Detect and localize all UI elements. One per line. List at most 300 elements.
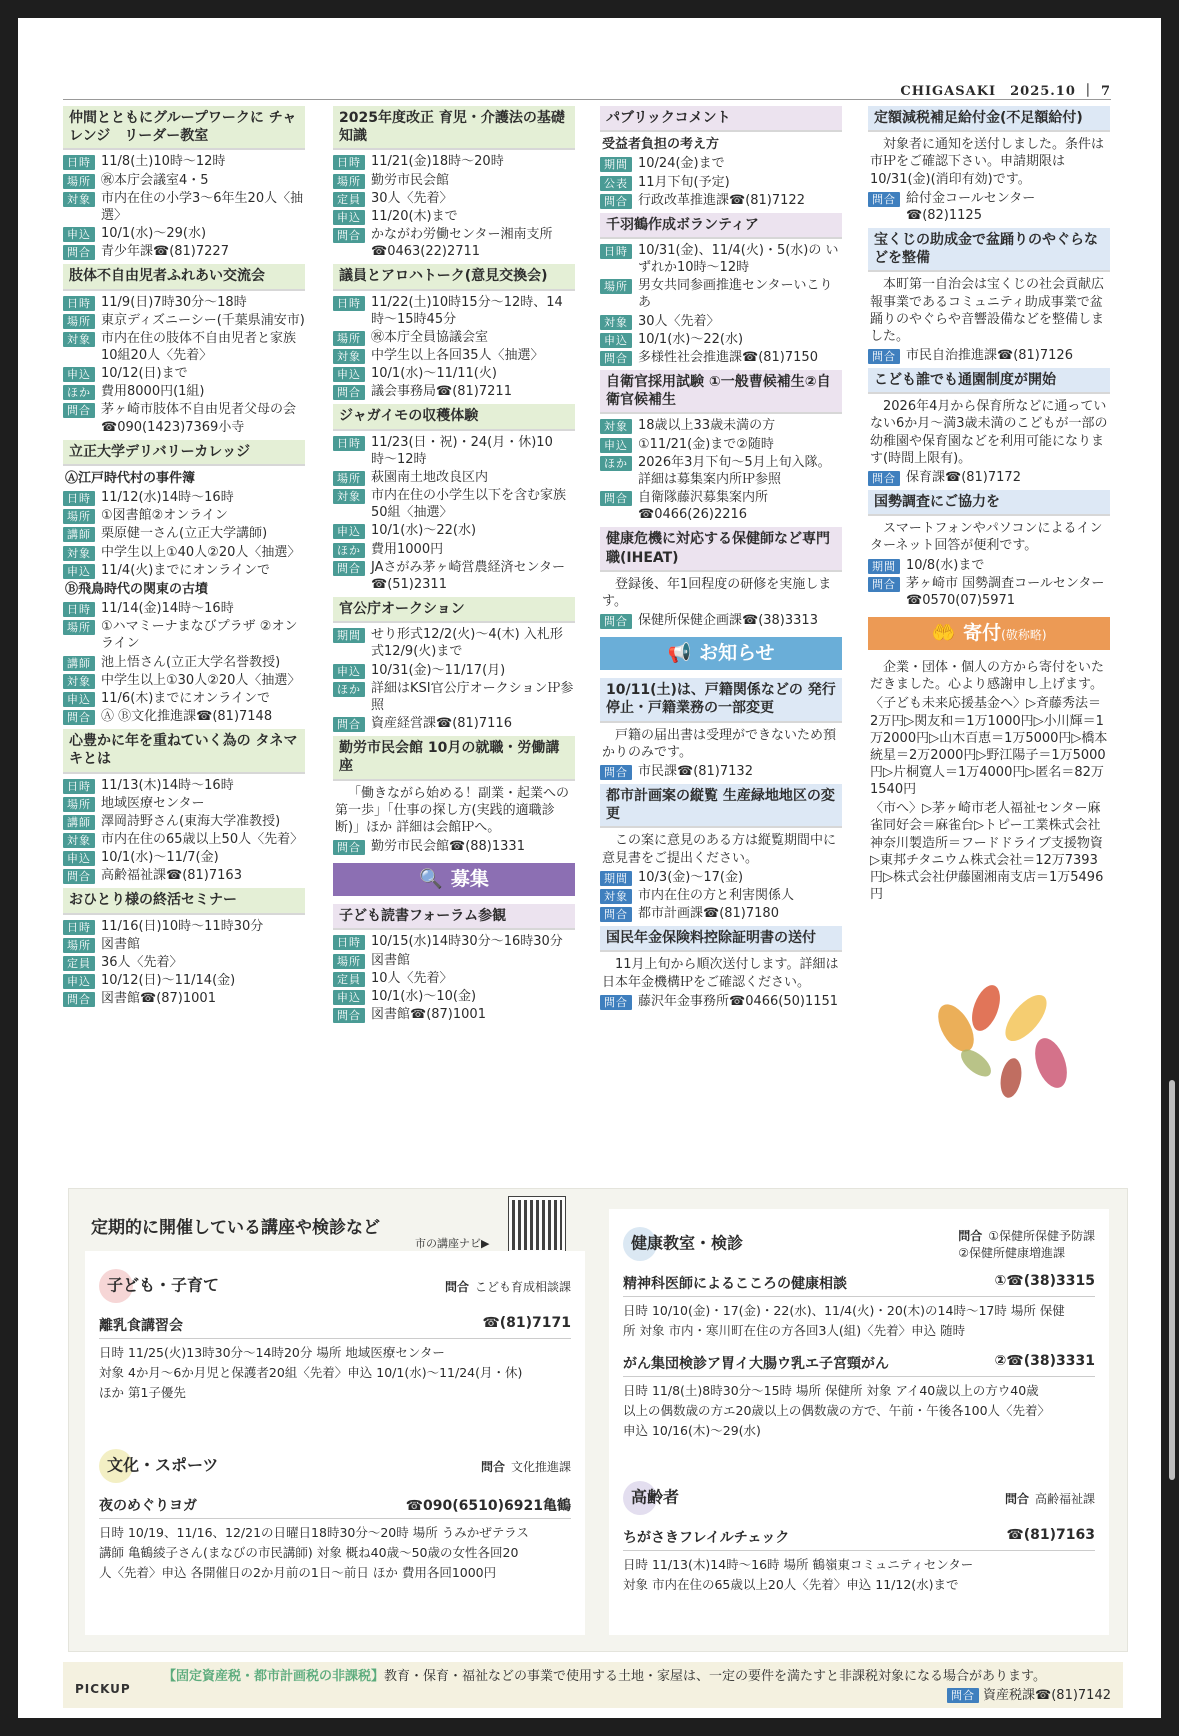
program-details — [99, 1523, 571, 1583]
info-label: 場所 — [333, 954, 365, 969]
info-value: 保育課☎(81)7172 — [906, 469, 1021, 485]
info-label: 申込 — [63, 367, 95, 382]
info-value: 市民課☎(81)7132 — [638, 763, 753, 779]
info-label: 対象 — [63, 546, 95, 561]
info-value: 図書館☎(87)1001 — [101, 991, 216, 1007]
article-title: 都市計画案の縦覧 生産緑地地区の変更 — [600, 784, 842, 828]
ask-value: 高齢福祉課 — [1034, 1491, 1095, 1506]
info-row — [63, 294, 305, 311]
ask-tag: 問合 — [1004, 1491, 1029, 1506]
info-label: 日時 — [600, 244, 632, 259]
info-row — [868, 347, 1110, 364]
info-value: 10/15(水)14時30分〜16時30分 — [371, 934, 563, 950]
info-label: 場所 — [63, 509, 95, 524]
info-row — [868, 190, 1110, 224]
scrollbar[interactable] — [1169, 1080, 1175, 1480]
newsletter-page — [18, 18, 1161, 1718]
info-label: 場所 — [333, 331, 365, 346]
info-label: 場所 — [63, 797, 95, 812]
info-label: 申込 — [63, 692, 95, 707]
ask-tag: 問合 — [947, 1688, 979, 1703]
info-label: 対象 — [333, 489, 365, 504]
info-row — [63, 525, 305, 542]
program-name: 夜のめぐりヨガ — [99, 1498, 197, 1514]
info-row — [600, 489, 842, 523]
info-row — [63, 936, 305, 953]
ask-value: ①保健所保健予防課 — [988, 1229, 1095, 1243]
info-value: JAさがみ茅ヶ崎営農経済センター ☎(51)2311 — [371, 559, 565, 592]
info-value: 男女共同参画推進センターいこりあ — [638, 278, 833, 311]
info-label: 定員 — [333, 972, 365, 987]
article-body: スマートフォンやパソコンによるインターネット回答が便利です。 — [870, 521, 1103, 554]
info-row — [63, 708, 305, 725]
info-label: 申込 — [333, 524, 365, 539]
info-value: 詳細はKSI官公庁オークション㏋参照 — [371, 680, 574, 713]
info-row — [63, 489, 305, 506]
info-value: 中学生以上①40人②20人〈抽選〉 — [101, 544, 301, 560]
column-4 — [868, 106, 1110, 904]
program-item-header — [623, 1527, 1095, 1551]
article — [63, 729, 305, 884]
info-label: 対象 — [600, 889, 632, 904]
program-line: 所 対象 市内・寒川町在住の方各回3人(組)〈先着〉申込 随時 — [623, 1323, 966, 1338]
section-heading: 高齢者 — [631, 1487, 680, 1507]
program-line: ほか 第1子優先 — [99, 1385, 186, 1400]
article-title: 議員とアロハトーク(意見交換会) — [333, 264, 575, 290]
program-details — [623, 1555, 1095, 1595]
info-label: 場所 — [63, 938, 95, 953]
article — [600, 370, 842, 523]
section-header — [623, 1481, 1095, 1515]
info-value: せり形式12/2(火)〜4(木) 入札形式12/9(火)まで — [371, 627, 563, 660]
info-row — [63, 225, 305, 242]
info-label: 問合 — [868, 577, 900, 592]
pickup-body: 教育・保育・福祉などの事業で使用する土地・家屋は、一定の要件を満たすと非課税対象になる場合があります。 — [384, 1669, 1046, 1684]
article — [600, 527, 842, 629]
info-value: 10/12(日)〜11/14(金) — [101, 973, 236, 989]
info-label: 申込 — [63, 227, 95, 242]
search-person-icon: 🔍 — [419, 868, 443, 891]
ask-tag: 問合 — [480, 1459, 505, 1474]
column-3 — [600, 106, 842, 1014]
article-title: パブリックコメント — [600, 106, 842, 132]
article-title: 自衛官採用試験 ①一般曹候補生②自衛官候補生 — [600, 370, 842, 414]
info-value: 図書館☎(87)1001 — [371, 1006, 486, 1022]
article — [868, 490, 1110, 609]
info-value: 市内在住の小学3〜6年生20人〈抽選〉 — [101, 190, 304, 223]
info-row — [600, 887, 842, 904]
info-row — [600, 417, 842, 434]
info-row — [333, 294, 575, 328]
ask-tag: 問合 — [444, 1279, 469, 1294]
info-row — [333, 626, 575, 660]
article — [333, 597, 575, 732]
info-value: ㊗本庁全員協議会室 — [371, 329, 489, 345]
info-value: 10/1(水)〜11/7(金) — [101, 850, 219, 866]
info-label: 申込 — [333, 990, 365, 1005]
article-title: 10/11(土)は、戸籍関係などの 発行停止・戸籍業務の一部変更 — [600, 678, 842, 722]
info-value: 10/1(水)〜29(水) — [101, 226, 207, 241]
info-row — [333, 680, 575, 714]
info-row — [600, 174, 842, 191]
program-details — [623, 1381, 1095, 1441]
info-label: 日時 — [333, 935, 365, 950]
info-row — [600, 242, 842, 276]
recruit-section-bar — [333, 863, 575, 896]
column-2 — [333, 106, 575, 1027]
info-label: 申込 — [63, 974, 95, 989]
info-row — [333, 329, 575, 346]
info-row — [63, 954, 305, 971]
article-subtitle: Ⓐ江戸時代村の事件簿 — [65, 470, 196, 486]
info-label: 問合 — [868, 192, 900, 207]
info-label: 対象 — [63, 332, 95, 347]
notice-label: お知らせ — [699, 642, 775, 665]
program-line: 日時 11/25(火)13時30分〜14時20分 場所 地域医療センター — [99, 1345, 445, 1360]
info-row — [63, 330, 305, 364]
info-label: 対象 — [600, 315, 632, 330]
section-header — [99, 1449, 571, 1483]
info-value: 市内在住の方と利害関係人 — [638, 887, 795, 903]
info-row — [333, 208, 575, 225]
info-label: 場所 — [333, 471, 365, 486]
ask-value: 文化推進課 — [510, 1459, 571, 1474]
article-body: 11月上旬から順次送付します。詳細は日本年金機構㏋をご確認ください。 — [602, 957, 839, 990]
info-value: 10/12(日)まで — [101, 366, 188, 382]
info-label: 問合 — [333, 385, 365, 400]
info-value: 10/31(金)〜11/17(月) — [371, 662, 506, 678]
info-value: Ⓐ Ⓑ文化推進課☎(81)7148 — [101, 708, 273, 724]
info-row — [63, 690, 305, 707]
info-value: 図書館 — [371, 952, 411, 968]
info-value: 勤労市民会館 — [371, 172, 450, 188]
info-row — [63, 672, 305, 689]
article-title: 国民年金保険料控除証明書の送付 — [600, 926, 842, 952]
article-title: 子ども読書フォーラム参観 — [333, 904, 575, 930]
info-row — [63, 849, 305, 866]
info-value: 11月下旬(予定) — [638, 174, 730, 190]
info-value: 給付金コールセンター☎(82)1125 — [906, 190, 1036, 223]
article-body: 2026年4月から保育所などに通っていない6か月〜満3歳未満のこどもが一部の幼稚園や保育園などを利用可能になります(時間上限有)。 — [870, 399, 1108, 466]
info-row — [63, 600, 305, 617]
ask-value: こども育成相談課 — [474, 1279, 571, 1294]
info-row — [868, 575, 1110, 609]
info-value: 18歳以上33歳未満の方 — [638, 418, 776, 434]
article-body: 対象者に通知を送付しました。条件は市㏋をご確認下さい。申請期限は10/31(金)(消印有効)です。 — [870, 137, 1105, 187]
info-row — [63, 918, 305, 935]
program-line: 日時 10/19、11/16、12/21の日曜日18時30分〜20時 場所 うみかぜテラス — [99, 1525, 529, 1540]
info-label: 申込 — [600, 333, 632, 348]
article — [600, 926, 842, 1010]
ask-tag: 問合 — [958, 1229, 983, 1243]
pickup-highlight: 【固定資産税・都市計画税の非課税】 — [163, 1669, 385, 1684]
regular-programs-title: 定期的に開催している講座や検診など — [91, 1218, 380, 1238]
info-row — [333, 365, 575, 382]
info-row — [333, 988, 575, 1005]
article-title: 勤労市民会館 10月の就職・労働講座 — [333, 736, 575, 780]
qr-label: 市の講座ナビ▶ — [415, 1237, 490, 1250]
info-row — [333, 153, 575, 170]
program-details — [99, 1343, 571, 1403]
info-row — [63, 401, 305, 435]
info-row — [63, 777, 305, 794]
info-value: 茅ヶ崎市肢体不自由児者父母の会 ☎090(1423)7369小寺 — [101, 402, 297, 435]
info-value: 費用1000円 — [371, 541, 444, 557]
info-row — [600, 192, 842, 209]
info-value: 自衛隊藤沢募集案内所 ☎0466(26)2216 — [638, 490, 769, 523]
info-label: 日時 — [333, 296, 365, 311]
info-value: 11/23(日・祝)・24(月・休)10時〜12時 — [371, 434, 553, 467]
program-tel: ☎(81)7171 — [482, 1315, 571, 1331]
info-value: 議会事務局☎(81)7211 — [371, 384, 512, 400]
info-label: ほか — [63, 385, 95, 400]
info-row — [600, 454, 842, 488]
program-tel: ☎090(6510)6921亀鶴 — [405, 1498, 571, 1514]
info-value: 10/1(水)〜22(水) — [371, 523, 477, 539]
info-label: 場所 — [63, 174, 95, 189]
info-label: 期間 — [868, 559, 900, 574]
info-label: ほか — [333, 682, 365, 697]
info-value: 30人〈先着〉 — [638, 313, 720, 329]
info-value: 10/8(水)まで — [906, 557, 985, 573]
section-header — [623, 1227, 1095, 1261]
info-row — [63, 190, 305, 224]
info-row — [600, 869, 842, 886]
info-row — [333, 715, 575, 732]
article-body: 「働きながら始める！副業・起業への第一歩」「仕事の探し方(実践的適職診断)」ほか 詳細は会館㏋へ。 — [335, 785, 570, 835]
info-label: 問合 — [63, 403, 95, 418]
article-title: 肢体不自由児者ふれあい交流会 — [63, 264, 305, 290]
article-subtitle: Ⓑ飛鳥時代の関東の古墳 — [65, 581, 209, 597]
program-item-header — [623, 1353, 1095, 1377]
info-label: 講師 — [63, 527, 95, 542]
info-value: 中学生以上①30人②20人〈抽選〉 — [101, 672, 301, 688]
section-header — [99, 1269, 571, 1303]
article — [63, 264, 305, 435]
info-value: 11/4(火)までにオンラインで — [101, 562, 270, 578]
info-label: 問合 — [600, 614, 632, 629]
program-tel: ☎(81)7163 — [1006, 1527, 1095, 1543]
info-value: 高齢福祉課☎(81)7163 — [101, 868, 242, 884]
program-line: 人〈先着〉申込 各開催日の2か月前の1日〜前日 ほか 費用各回1000円 — [99, 1565, 497, 1580]
info-row — [63, 654, 305, 671]
info-value: 行政改革推進課☎(81)7122 — [638, 192, 805, 208]
info-label: 問合 — [63, 992, 95, 1007]
article-body: 本町第一自治会は宝くじの社会貢献広報事業であるコミュニティ助成事業で盆踊りのやぐらや音響設備などを整備しました。 — [870, 277, 1105, 344]
info-label: 問合 — [333, 717, 365, 732]
info-row — [333, 662, 575, 679]
info-row — [63, 618, 305, 652]
info-row — [600, 155, 842, 172]
info-label: 日時 — [63, 920, 95, 935]
article — [600, 784, 842, 922]
info-label: 問合 — [333, 840, 365, 855]
article — [63, 440, 305, 725]
page-header — [63, 62, 1111, 100]
info-label: 問合 — [63, 245, 95, 260]
info-value: 保健所保健企画課☎(38)3313 — [638, 613, 818, 629]
program-name: 離乳食講習会 — [99, 1318, 183, 1334]
info-value: 費用8000円(1組) — [101, 384, 205, 400]
program-name: ちがさきフレイルチェック — [623, 1530, 790, 1546]
info-row — [333, 487, 575, 521]
info-label: ほか — [333, 543, 365, 558]
pickup-logo: PICKUP — [75, 1682, 131, 1696]
article-title: 2025年度改正 育児・介護法の基礎知識 — [333, 106, 575, 150]
program-details — [623, 1301, 1095, 1341]
info-label: 問合 — [600, 491, 632, 506]
info-row — [63, 990, 305, 1007]
info-row — [333, 1006, 575, 1023]
info-label: 問合 — [868, 471, 900, 486]
info-label: 問合 — [600, 765, 632, 780]
info-label: ほか — [600, 456, 632, 471]
info-value: 11/13(木)14時〜16時 — [101, 777, 234, 793]
info-label: 講師 — [63, 815, 95, 830]
info-label: 日時 — [63, 155, 95, 170]
info-label: 場所 — [333, 174, 365, 189]
column-1 — [63, 106, 305, 1011]
info-row — [600, 612, 842, 629]
info-value: 11/14(金)14時〜16時 — [101, 601, 234, 617]
info-value: 市内在住の65歳以上50人〈先着〉 — [101, 831, 304, 847]
info-row — [600, 436, 842, 453]
notice-section-bar — [600, 637, 842, 670]
info-value: 2026年3月下旬〜5月上旬入隊。詳細は募集案内所㏋参照 — [638, 454, 831, 487]
info-value: 多様性社会推進課☎(81)7150 — [638, 349, 818, 365]
donation-intro: 企業・団体・個人の方から寄付をいただきました。心より感謝申し上げます。 — [870, 660, 1105, 693]
info-row — [63, 507, 305, 524]
info-value: ①図書館②オンライン — [101, 508, 228, 524]
article — [868, 228, 1110, 364]
info-value: 11/22(土)10時15分〜12時、14時〜15時45分 — [371, 294, 563, 327]
article-body: この案に意見のある方は縦覧期間中に意見書をご提出ください。 — [602, 833, 837, 866]
info-value: 10/1(水)〜22(水) — [638, 331, 744, 347]
info-value: 澤岡詩野さん(東海大学准教授) — [101, 813, 281, 829]
article-title: 仲間とともにグループワークに チャレンジ リーダー教室 — [63, 106, 305, 150]
info-row — [63, 562, 305, 579]
info-row — [63, 312, 305, 329]
info-value: 10/3(金)〜17(金) — [638, 869, 744, 885]
info-value: 11/6(木)までにオンラインで — [101, 690, 270, 706]
info-label: 場所 — [63, 620, 95, 635]
info-label: 日時 — [333, 155, 365, 170]
info-label: 問合 — [333, 561, 365, 576]
article-title: 定額減税補足給付金(不足額給付) — [868, 106, 1110, 132]
info-row — [333, 172, 575, 189]
info-row — [333, 190, 575, 207]
info-row — [600, 993, 842, 1010]
article-title: 千羽鶴作成ボランティア — [600, 213, 842, 239]
info-label: 問合 — [333, 228, 365, 243]
info-row — [333, 347, 575, 364]
article — [868, 368, 1110, 486]
info-row — [333, 933, 575, 950]
info-label: 問合 — [600, 907, 632, 922]
section-heading: 健康教室・検診 — [631, 1233, 744, 1253]
info-value: 11/12(水)14時〜16時 — [101, 490, 234, 506]
info-row — [63, 972, 305, 989]
info-row — [333, 226, 575, 260]
info-label: 対象 — [600, 419, 632, 434]
info-value: 藤沢年金事務所☎0466(50)1151 — [638, 993, 839, 1009]
info-row — [333, 383, 575, 400]
article-title: ジャガイモの収穫体験 — [333, 404, 575, 430]
info-label: 申込 — [600, 438, 632, 453]
info-row — [63, 383, 305, 400]
info-label: 日時 — [63, 296, 95, 311]
program-line: 対象 市内在住の65歳以上20人〈先着〉申込 11/12(水)まで — [623, 1577, 959, 1592]
pickup-banner — [63, 1662, 1123, 1708]
info-value: 栗原健一さん(立正大学講師) — [101, 526, 268, 542]
info-row — [63, 831, 305, 848]
info-value: 地域医療センター — [101, 795, 205, 811]
donation-label: 寄付 — [963, 622, 1002, 645]
info-label: 期間 — [600, 871, 632, 886]
info-row — [63, 867, 305, 884]
info-value: 30人〈先着〉 — [371, 190, 453, 206]
info-value: 池上悟さん(立正大学名誉教授) — [101, 654, 281, 670]
info-value: 茅ヶ崎市 国勢調査コールセンター ☎0570(07)5971 — [906, 575, 1105, 608]
info-value: 青少年課☎(81)7227 — [101, 244, 229, 260]
article — [333, 106, 575, 260]
program-item-header — [99, 1495, 571, 1519]
article-title: 心豊かに年を重ねていく為の タネマキとは — [63, 729, 305, 773]
qr-code[interactable] — [509, 1197, 565, 1253]
info-value: 10/1(水)〜10(金) — [371, 988, 477, 1004]
info-value: 10/24(金)まで — [638, 156, 725, 172]
info-row — [333, 559, 575, 593]
info-label: 日時 — [333, 436, 365, 451]
info-row — [600, 905, 842, 922]
section-contact — [958, 1227, 1095, 1261]
program-line: 日時 11/13(木)14時〜16時 場所 鶴嶺東コミュニティセンター — [623, 1557, 974, 1572]
info-row — [63, 172, 305, 189]
info-label: 問合 — [63, 869, 95, 884]
info-label: 期間 — [333, 628, 365, 643]
program-line: 日時 11/8(土)8時30分〜15時 場所 保健所 対象 アイ40歳以上の方ウ40歳 — [623, 1383, 1039, 1398]
info-row — [333, 522, 575, 539]
donation-section-bar — [868, 617, 1110, 650]
info-value: 都市計画課☎(81)7180 — [638, 906, 779, 922]
info-value: 11/20(木)まで — [371, 208, 458, 224]
info-value: 資産経営課☎(81)7116 — [371, 716, 512, 731]
article-title: 立正大学デリバリーカレッジ — [63, 440, 305, 466]
info-row — [63, 813, 305, 830]
pickup-text — [163, 1668, 1111, 1705]
info-row — [868, 469, 1110, 486]
program-line: 申込 10/16(木)〜29(水) — [623, 1423, 761, 1438]
info-label: 問合 — [600, 351, 632, 366]
donation-list-city: 〈市へ〉▷茅ヶ崎市老人福祉センター麻雀同好会＝麻雀台▷トピー工業株式会社神奈川製造所＝フードドライブ支援物資▷東邦チタニウム株式会社＝12万7393円▷株式会社伊藤園湘南支店＝1万5496円 — [870, 801, 1104, 903]
info-value: 図書館 — [101, 936, 141, 952]
info-label: 場所 — [600, 279, 632, 294]
info-label: 日時 — [63, 602, 95, 617]
info-label: 申込 — [333, 367, 365, 382]
info-value: 市内在住の肢体不自由児者と家族10組20人〈先着〉 — [101, 330, 297, 363]
info-label: 日時 — [63, 491, 95, 506]
info-label: 公表 — [600, 176, 632, 191]
info-row — [63, 544, 305, 561]
article — [333, 264, 575, 400]
autumn-leaves-illustration — [916, 958, 1096, 1128]
info-value: 萩園南土地改良区内 — [371, 469, 489, 485]
ask-value: ②保健所健康増進課 — [958, 1246, 1065, 1260]
program-line: 対象 4か月〜6か月児と保護者20組〈先着〉申込 10/1(水)〜11/24(月・休) — [99, 1365, 523, 1380]
program-line: 日時 10/10(金)・17(金)・22(水)、11/4(火)・20(木)の14時〜17時 場所 保健 — [623, 1303, 1065, 1318]
hand-heart-icon: 🤲 — [931, 622, 956, 645]
info-row — [63, 153, 305, 170]
